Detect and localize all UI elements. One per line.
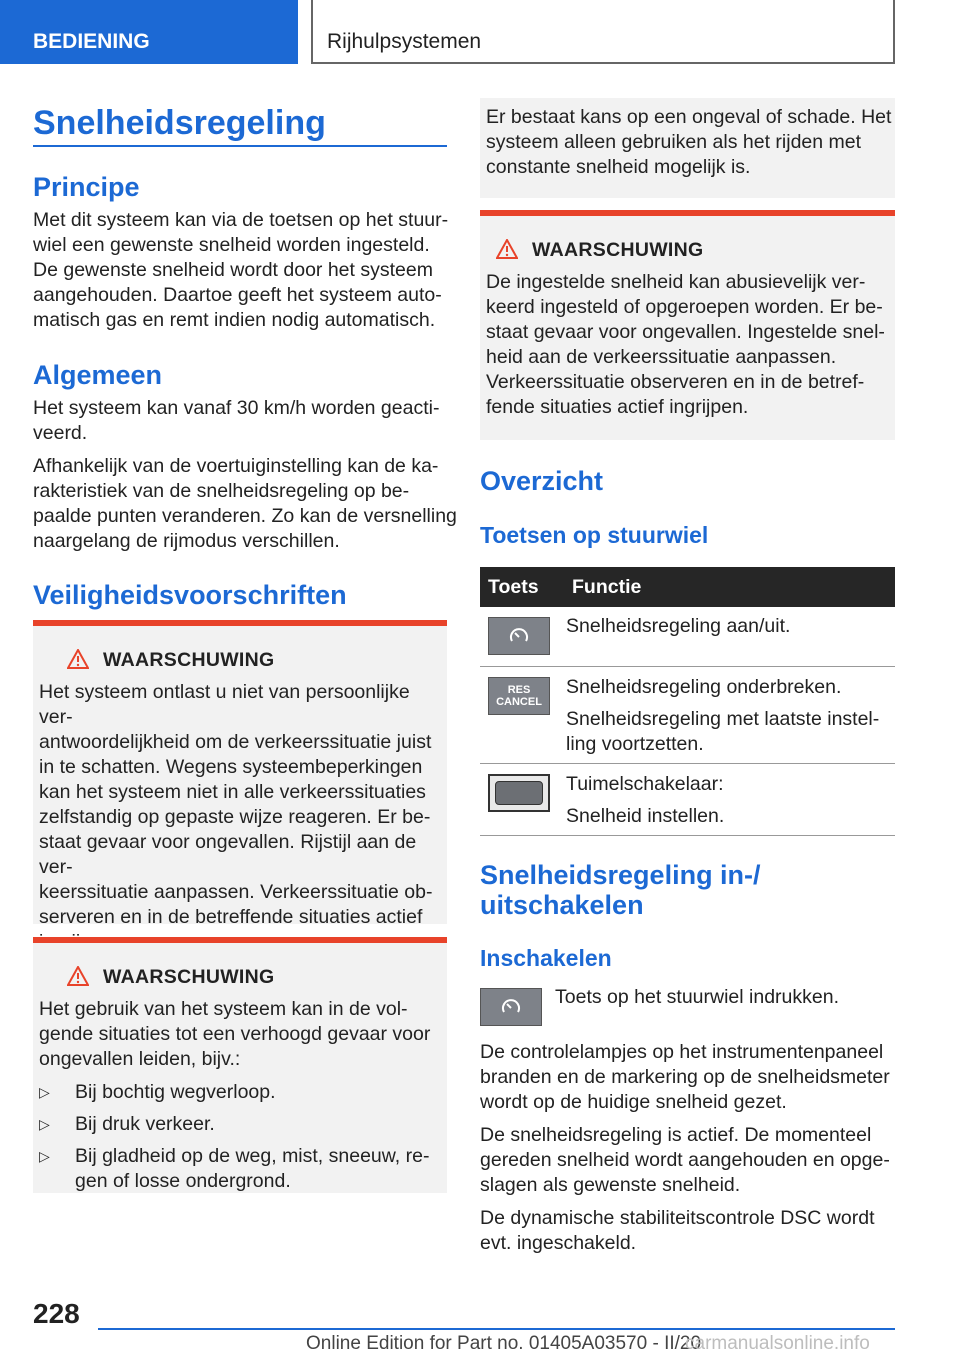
line: uitschakelen: [480, 890, 644, 920]
warning-bar: [33, 937, 447, 943]
line: antwoordelijkheid om de verkeerssituatie juist: [39, 731, 432, 753]
watermark: carmanualsonline.info: [685, 1333, 870, 1354]
line: De controlelampjes op het instrumentenpaneel: [480, 1041, 884, 1063]
heading-algemeen: Algemeen: [33, 360, 163, 390]
warning-triangle-icon: [496, 239, 518, 259]
line: gende situaties tot een verhoogd gevaar voor: [39, 1023, 431, 1045]
line: Verkeerssituatie observeren en in de betref-: [486, 371, 865, 393]
list-item: [33, 1144, 447, 1194]
page-title: Snelheidsregeling: [33, 104, 326, 142]
bullet-triangle-icon: ▷: [39, 1148, 50, 1164]
line: in te schatten. Wegens systeembeperkingen: [39, 756, 423, 778]
line: paalde punten veranderen. Zo kan de versnelling: [33, 505, 457, 527]
heading-veiligheid: Veiligheidsvoorschriften: [33, 580, 347, 610]
icon-label: CANCEL: [496, 695, 542, 708]
warning-bar: [33, 620, 447, 626]
key-instruction: Toets op het stuurwiel indrukken.: [555, 986, 839, 1008]
inschakelen-text-3: [480, 1206, 875, 1256]
warning-text: [486, 270, 885, 420]
line: gen of losse ondergrond.: [75, 1170, 291, 1192]
heading-principe: Principe: [33, 172, 140, 202]
line: wiel een gewenste snelheid worden ingesteld.: [33, 234, 430, 256]
line: Bij gladheid op de weg, mist, sneeuw, re-: [75, 1145, 430, 1167]
line: gereden snelheid wordt aangehouden en opge-: [480, 1149, 890, 1171]
table-cell-function: [564, 607, 895, 666]
line: staat gevaar voor ongevallen. Ingestelde snel-: [486, 321, 885, 343]
line: De dynamische stabiliteitscontrole DSC wordt: [480, 1207, 875, 1229]
warning-box-1: [33, 620, 447, 928]
line: rakteristiek van de snelheidsregeling op be-: [33, 480, 410, 502]
list-item: [33, 1080, 447, 1105]
line: Snelheid instellen.: [566, 804, 725, 827]
warning-title: WAARSCHUWING: [103, 649, 275, 671]
line: heid aan de verkeerssituatie aanpassen.: [486, 346, 837, 368]
warning-triangle-icon: [67, 966, 89, 986]
line: zelfstandig op gepaste wijze reageren. Er be-: [39, 806, 431, 828]
warning-bullet-list: [33, 1080, 447, 1201]
line: Snelheidsregeling onderbreken.: [566, 675, 842, 698]
table-row: [480, 666, 895, 763]
bullet-triangle-icon: ▷: [39, 1116, 50, 1132]
list-item: [33, 1112, 447, 1137]
line: Het systeem ontlast u niet van persoonlijke ver-: [39, 681, 410, 728]
rocker-glyph: [495, 781, 543, 805]
warning-text: [39, 680, 447, 955]
line: Snelheidsregeling met laatste instel-: [566, 707, 880, 730]
table-cell-key: [480, 666, 564, 763]
line: aangehouden. Daartoe geeft het systeem auto-: [33, 284, 442, 306]
heading-inschakelen: Inschakelen: [480, 945, 612, 971]
warning-continued-box: [480, 98, 895, 198]
line: De gewenste snelheid wordt door het systeem: [33, 259, 433, 281]
line: naargelang de rijmodus verschillen.: [33, 530, 340, 552]
cruise-control-icon: [488, 617, 550, 655]
warning-box-2: [33, 937, 447, 1193]
line: kan het systeem niet in alle verkeerssituaties: [39, 781, 426, 803]
warning-title: WAARSCHUWING: [103, 966, 275, 988]
warning-heading: [67, 966, 275, 989]
warning-heading: [67, 649, 275, 672]
keys-table: [480, 567, 895, 836]
line: constante snelheid mogelijk is.: [486, 156, 751, 178]
section-label: BEDIENING: [33, 30, 150, 53]
line: keerssituatie aanpassen. Verkeerssituatie ob-: [39, 881, 433, 903]
table-header-row: [480, 567, 895, 607]
line: branden en de markering op de snelheidsmeter: [480, 1066, 890, 1088]
warning-bar: [480, 210, 895, 216]
table-row: [480, 607, 895, 666]
principe-text: [33, 208, 448, 333]
title-rule: [33, 145, 447, 147]
line: De ingestelde snelheid kan abusievelijk ver-: [486, 271, 866, 293]
column-header: Toets: [480, 567, 564, 607]
speedometer-glyph: [500, 997, 522, 1017]
line: slagen als gewenste snelheid.: [480, 1174, 741, 1196]
line: staat gevaar voor ongevallen. Rijstijl aan de ver-: [39, 831, 417, 878]
table-cell-function: [564, 666, 895, 763]
line: serveren en in de betreffende situaties actief: [39, 906, 423, 928]
warning-title: WAARSCHUWING: [532, 239, 704, 261]
line: Afhankelijk van de voertuiginstelling kan de ka-: [33, 455, 439, 477]
line: Snelheidsregeling aan/uit.: [566, 615, 791, 637]
algemeen-text-1: [33, 396, 439, 446]
line: Met dit systeem kan via de toetsen op het stuur-: [33, 209, 449, 231]
line: veerd.: [33, 422, 88, 444]
line: Het gebruik van het systeem kan in de vol-: [39, 998, 408, 1020]
chapter-tab: [311, 0, 895, 64]
line: wordt op de huidige snelheid gezet.: [480, 1091, 787, 1113]
warning-box-3: [480, 210, 895, 440]
line: matisch gas en remt indien nodig automatisch.: [33, 309, 436, 331]
line: keerd ingesteld of opgeroepen worden. Er be-: [486, 296, 883, 318]
line: De snelheidsregeling is actief. De momenteel: [480, 1124, 872, 1146]
line: Het systeem kan vanaf 30 km/h worden geacti-: [33, 397, 440, 419]
warning-triangle-icon: [67, 649, 89, 669]
page-number: 228: [33, 1298, 80, 1329]
line: fende situaties actief ingrijpen.: [486, 396, 749, 418]
section-tab: [0, 0, 298, 64]
line: Bij druk verkeer.: [75, 1113, 215, 1135]
line: Tuimelschakelaar:: [566, 772, 724, 795]
inschakelen-text-2: [480, 1123, 890, 1198]
table-cell-key: [480, 763, 564, 835]
icon-label: RES: [507, 683, 531, 696]
table-cell-function: [564, 763, 895, 835]
warning-heading: [496, 239, 704, 262]
line: ongevallen leiden, bijv.:: [39, 1048, 241, 1070]
line: Er bestaat kans op een ongeval of schade. Het: [486, 106, 892, 128]
bullet-triangle-icon: ▷: [39, 1084, 50, 1100]
warning-text: [39, 997, 430, 1072]
table-cell-key: [480, 607, 564, 666]
line: systeem alleen gebruiken als het rijden met: [486, 131, 862, 153]
line: evt. ingeschakeld.: [480, 1232, 637, 1254]
heading-overzicht: Overzicht: [480, 466, 604, 496]
line: ling voortzetten.: [566, 732, 704, 755]
footer-rule: [98, 1328, 895, 1330]
heading-in-uit: [480, 860, 761, 920]
res-cancel-icon: [488, 677, 550, 715]
heading-toetsen: Toetsen op stuurwiel: [480, 522, 709, 548]
chapter-label: Rijhulpsystemen: [327, 30, 482, 53]
inschakelen-text-1: [480, 1040, 890, 1115]
edition-text: Online Edition for Part no. 01405A03570 - II/20: [306, 1333, 702, 1354]
column-header: Functie: [564, 567, 895, 607]
algemeen-text-2: [33, 454, 457, 554]
table-row: [480, 763, 895, 835]
rocker-switch-icon: [488, 774, 550, 812]
line: Snelheidsregeling in-/: [480, 860, 761, 890]
line: Bij bochtig wegverloop.: [75, 1081, 276, 1103]
speedometer-glyph: [508, 626, 530, 646]
warning-text: [486, 105, 891, 180]
cruise-control-icon: [480, 988, 542, 1026]
